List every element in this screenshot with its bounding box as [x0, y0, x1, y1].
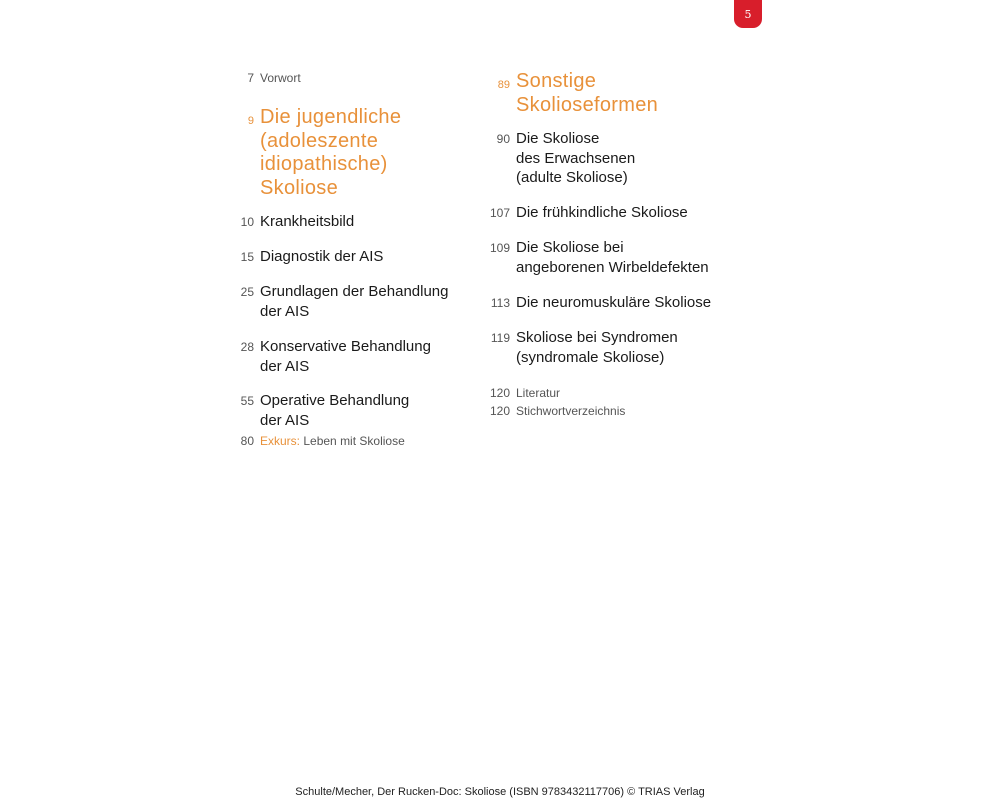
- toc-entry[interactable]: [486, 238, 709, 277]
- page-ref: 113: [490, 296, 510, 310]
- title-line: Die Skoliose: [516, 130, 600, 147]
- page-number-badge: 5: [734, 0, 762, 28]
- title-line: (syndromale Skoliose): [516, 348, 665, 366]
- title-line: Die Skoliose bei: [516, 239, 624, 256]
- toc-entry[interactable]: [486, 129, 635, 188]
- entry-title: [516, 328, 678, 367]
- title-line: (adulte Skoliose): [516, 169, 628, 186]
- entry-title: [516, 129, 635, 188]
- toc-entry[interactable]: [486, 328, 678, 367]
- page-ref: 89: [497, 79, 510, 91]
- exkurs-text: Leben mit Skoliose: [303, 434, 405, 448]
- title-line: idiopathische): [260, 153, 388, 175]
- page-ref: 120: [489, 386, 510, 400]
- title-line: Skoliose bei Syndromen: [516, 329, 678, 346]
- title-line: angeborenen Wirbeldefekten: [516, 258, 709, 276]
- page-ref: 55: [240, 394, 254, 408]
- page-ref: 7: [247, 71, 254, 85]
- toc-entry-vorwort[interactable]: [230, 71, 301, 85]
- toc-entry-exkurs[interactable]: [230, 434, 405, 448]
- entry-title: Die neuromuskuläre Skoliose: [516, 294, 712, 311]
- toc-entry[interactable]: [230, 247, 383, 267]
- entry-title: [260, 337, 431, 376]
- page-ref: 25: [240, 285, 254, 299]
- entry-title: [260, 391, 409, 430]
- entry-title: Diagnostik der AIS: [260, 248, 384, 265]
- title-line: Skolioseformen: [516, 93, 659, 116]
- page-ref: 28: [240, 340, 254, 354]
- entry-title: Die frühkindliche Skoliose: [516, 204, 688, 221]
- title-line: der AIS: [260, 357, 310, 375]
- title-line: Grundlagen der Behandlung: [260, 283, 449, 300]
- page-ref: 119: [490, 331, 510, 345]
- toc-entry[interactable]: [230, 337, 431, 376]
- chapter-title: [516, 70, 658, 117]
- title-line: der AIS: [260, 411, 310, 429]
- page-ref: 90: [496, 132, 510, 146]
- entry-title: Stichwortverzeichnis: [516, 404, 626, 418]
- title-line: des Erwachsenen: [516, 149, 636, 167]
- entry-title: Krankheitsbild: [260, 213, 355, 230]
- title-line: Sonstige: [516, 70, 597, 92]
- entry-title: Vorwort: [260, 71, 301, 85]
- entry-title: [260, 434, 405, 448]
- footer-copyright: Schulte/Mecher, Der Rucken-Doc: Skoliose (ISBN 9783432117706) © TRIAS Verlag: [295, 786, 705, 798]
- title-line: Skoliose: [260, 176, 338, 199]
- toc-entry[interactable]: [486, 293, 711, 313]
- title-line: Operative Behandlung: [260, 392, 410, 409]
- page-ref: 80: [240, 434, 254, 448]
- page-ref: 9: [247, 115, 254, 127]
- toc-entry[interactable]: [230, 212, 354, 232]
- toc-chapter-1[interactable]: [230, 106, 401, 200]
- title-line: Konservative Behandlung: [260, 338, 431, 355]
- entry-title: [516, 238, 709, 277]
- entry-title: Literatur: [516, 386, 561, 400]
- page-ref: 107: [489, 206, 510, 220]
- page-ref: 15: [240, 250, 254, 264]
- toc-entry-literatur[interactable]: [486, 386, 560, 400]
- entry-title: [260, 282, 448, 321]
- title-line: (adoleszente: [260, 129, 379, 152]
- toc-entry[interactable]: [486, 203, 688, 223]
- title-line: der AIS: [260, 302, 310, 320]
- chapter-title: [260, 106, 401, 200]
- page-ref: 109: [489, 241, 510, 255]
- exkurs-label: Exkurs:: [260, 434, 301, 448]
- toc-entry-index[interactable]: [486, 404, 625, 418]
- toc-entry[interactable]: [230, 391, 409, 430]
- title-line: Die jugendliche: [260, 106, 402, 128]
- page-ref: 120: [489, 404, 510, 418]
- toc-entry[interactable]: [230, 282, 448, 321]
- page-ref: 10: [240, 215, 254, 229]
- toc-chapter-2[interactable]: [486, 70, 658, 117]
